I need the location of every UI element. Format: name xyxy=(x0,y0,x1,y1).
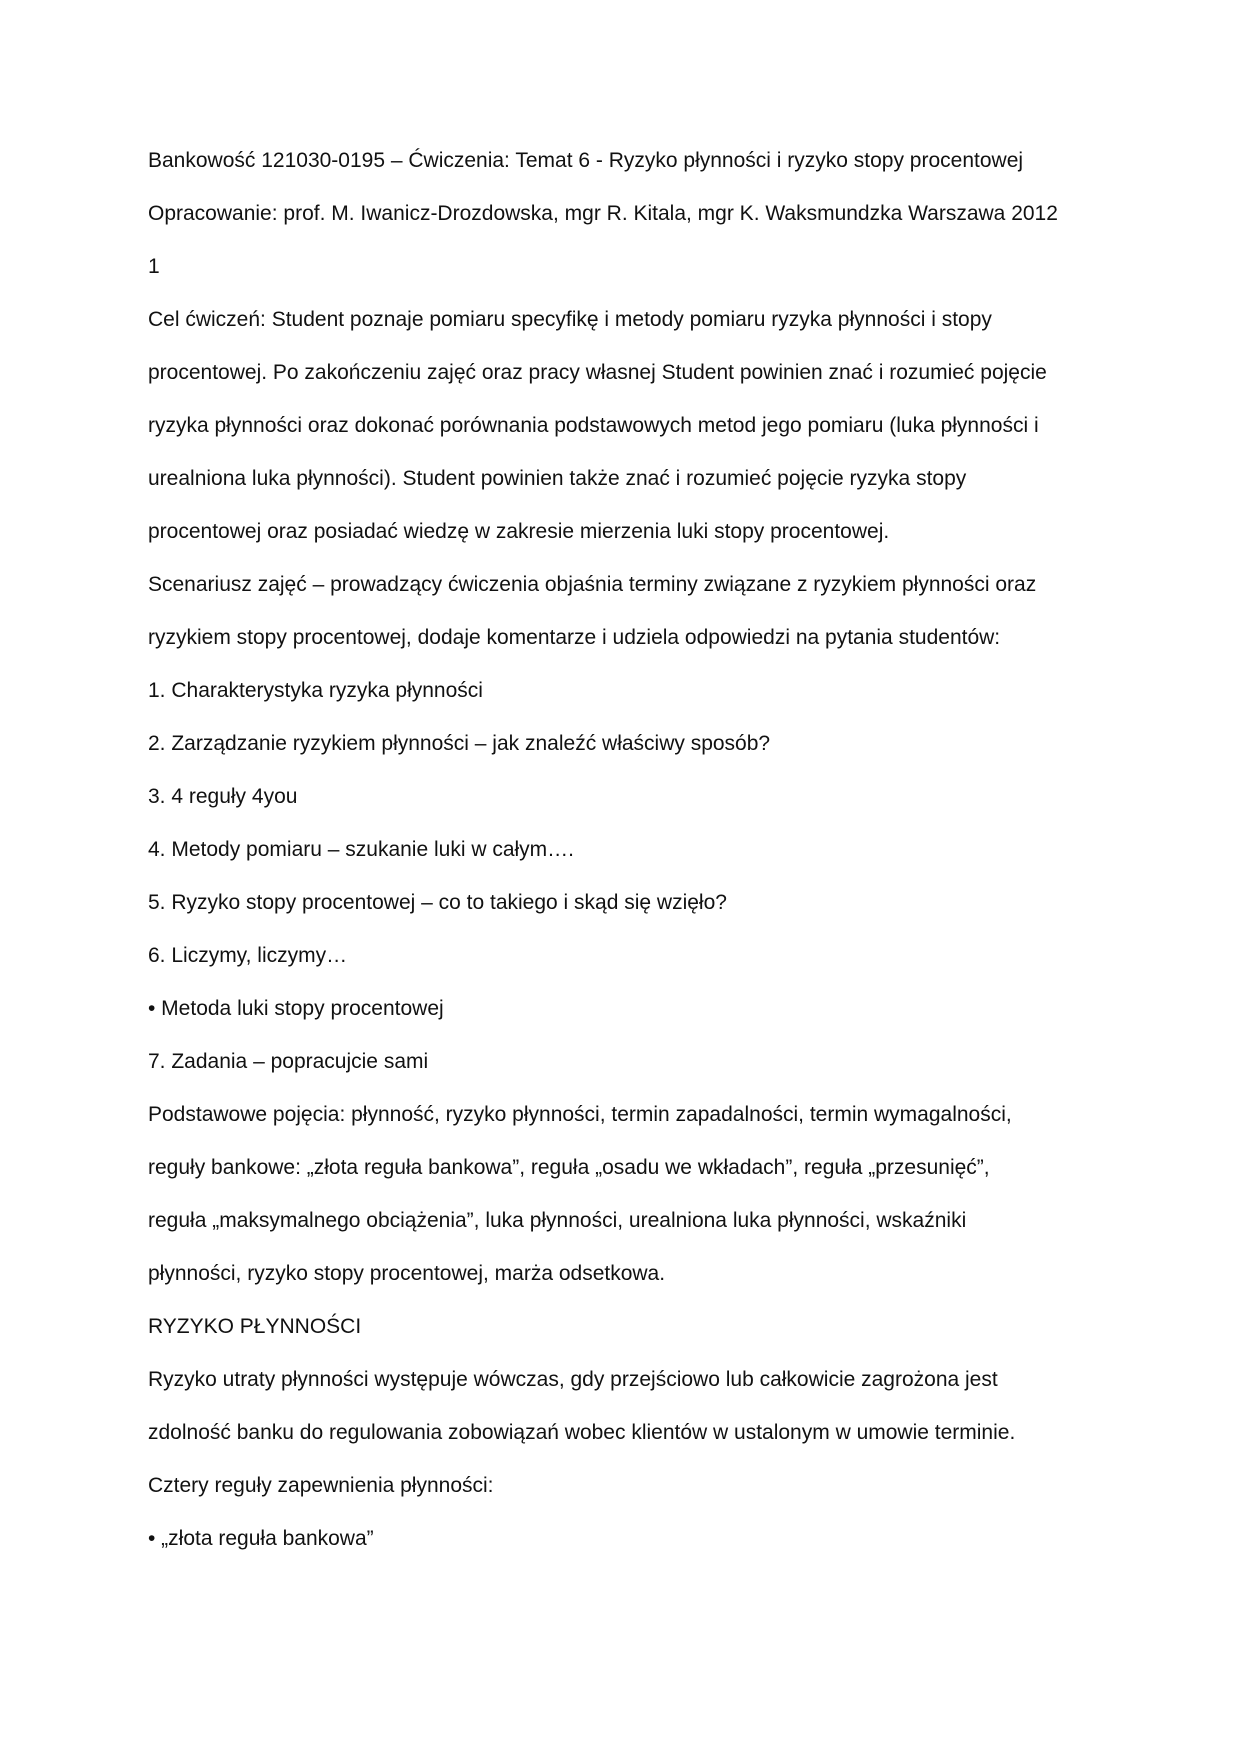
list-item: 1. Charakterystyka ryzyka płynności xyxy=(148,679,483,702)
header-authors-line: Opracowanie: prof. M. Iwanicz-Drozdowska, mgr R. Kitala, mgr K. Waksmundzka Warszawa 2012 xyxy=(148,202,1058,225)
text-line: Scenariusz zajęć – prowadzący ćwiczenia objaśnia terminy związane z ryzykiem płynności oraz xyxy=(148,573,1037,596)
bullet-item: • „złota reguła bankowa” xyxy=(148,1527,374,1550)
text-line: ryzykiem stopy procentowej, dodaje komentarze i udziela odpowiedzi na pytania studentów: xyxy=(148,626,1001,649)
text-line: Cztery reguły zapewnienia płynności: xyxy=(148,1474,494,1497)
text-line: zdolność banku do regulowania zobowiązań wobec klientów w ustalonym w umowie terminie. xyxy=(148,1421,1016,1444)
section-heading: RYZYKO PŁYNNOŚCI xyxy=(148,1315,362,1338)
text-line: Podstawowe pojęcia: płynność, ryzyko płynności, termin zapadalności, termin wymagalności, xyxy=(148,1103,1012,1126)
text-line: ryzyka płynności oraz dokonać porównania podstawowych metod jego pomiaru (luka płynności i xyxy=(148,414,1039,437)
list-item: 4. Metody pomiaru – szukanie luki w całym…. xyxy=(148,838,574,861)
list-item: 2. Zarządzanie ryzykiem płynności – jak znaleźć właściwy sposób? xyxy=(148,732,771,755)
header-title-line: Bankowość 121030-0195 – Ćwiczenia: Temat 6 - Ryzyko płynności i ryzyko stopy procentowej xyxy=(148,149,1024,172)
list-item: 5. Ryzyko stopy procentowej – co to takiego i skąd się wzięło? xyxy=(148,891,727,914)
list-item: 6. Liczymy, liczymy… xyxy=(148,944,348,967)
text-line: reguły bankowe: „złota reguła bankowa”, reguła „osadu we wkładach”, reguła „przesunięć”, xyxy=(148,1156,990,1179)
text-line: Ryzyko utraty płynności występuje wówczas, gdy przejściowo lub całkowicie zagrożona jest xyxy=(148,1368,998,1391)
text-line: procentowej. Po zakończeniu zajęć oraz pracy własnej Student powinien znać i rozumieć pojęcie xyxy=(148,361,1047,384)
text-line: reguła „maksymalnego obciążenia”, luka płynności, urealniona luka płynności, wskaźniki xyxy=(148,1209,967,1232)
text-line: urealniona luka płynności). Student powinien także znać i rozumieć pojęcie ryzyka stopy xyxy=(148,467,967,490)
list-item: 3. 4 reguły 4you xyxy=(148,785,298,808)
page-number: 1 xyxy=(148,255,160,278)
text-line: płynności, ryzyko stopy procentowej, marża odsetkowa. xyxy=(148,1262,666,1285)
text-line: procentowej oraz posiadać wiedzę w zakresie mierzenia luki stopy procentowej. xyxy=(148,520,890,543)
list-item: 7. Zadania – popracujcie sami xyxy=(148,1050,429,1073)
text-line: Cel ćwiczeń: Student poznaje pomiaru specyfikę i metody pomiaru ryzyka płynności i stopy xyxy=(148,308,992,331)
bullet-item: • Metoda luki stopy procentowej xyxy=(148,997,444,1020)
